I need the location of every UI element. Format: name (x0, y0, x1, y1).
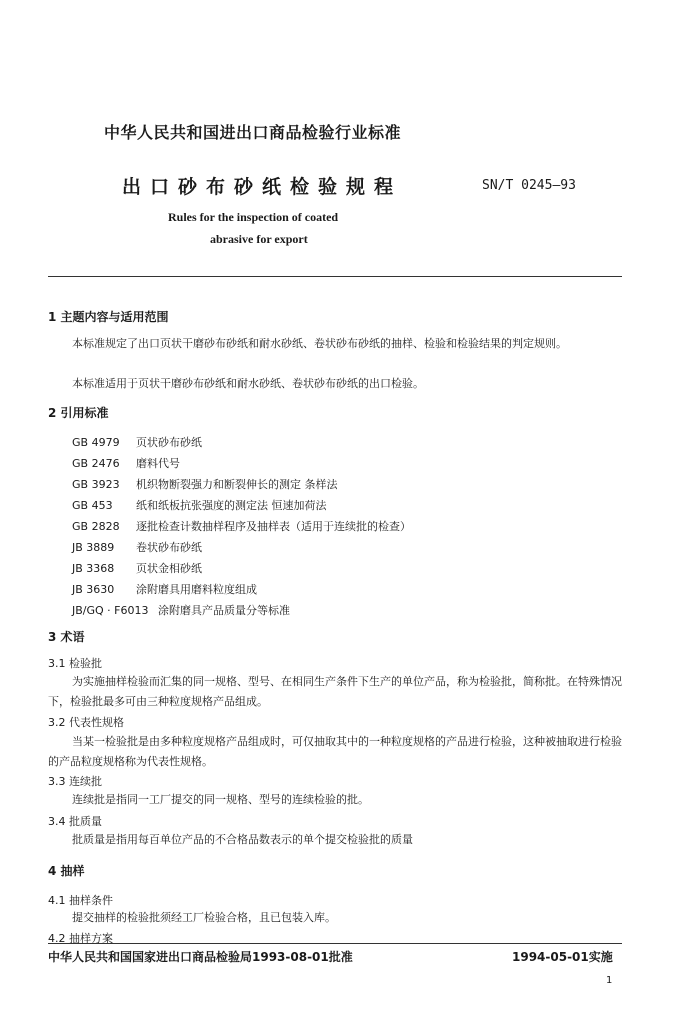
reference-item: GB 453 纸和纸板抗张强度的测定法 恒速加荷法 (72, 499, 327, 512)
section-3-heading: 3 术语 (48, 630, 85, 644)
section-1-paragraph-1: 本标准规定了出口页状干磨砂布砂纸和耐水砂纸、卷状砂布砂纸的抽样、检验和检验结果的判定规则。 (72, 337, 567, 350)
reference-item: JB 3630 涂附磨具用磨料粒度组成 (72, 583, 257, 596)
reference-item: GB 4979 页状砂布砂纸 (72, 436, 202, 449)
reference-item: GB 3923 机织物断裂强力和断裂伸长的测定 条样法 (72, 478, 338, 491)
section-1-paragraph-2: 本标准适用于页状干磨砂布砂纸和耐水砂纸、卷状砂布砂纸的出口检验。 (72, 377, 424, 390)
reference-item: GB 2828 逐批检查计数抽样程序及抽样表（适用于连续批的检查） (72, 520, 411, 533)
english-title-line-2: abrasive for export (210, 232, 308, 246)
reference-item: JB 3368 页状金相砂纸 (72, 562, 202, 575)
document-title: 出口砂布砂纸检验规程 (122, 176, 403, 198)
reference-item: GB 2476 磨料代号 (72, 457, 180, 470)
reference-item: JB 3889 卷状砂布砂纸 (72, 541, 202, 554)
subsection-3-3-text: 连续批是指同一工厂提交的同一规格、型号的连续检验的批。 (72, 793, 369, 806)
subsection-3-4-heading: 3.4 批质量 (48, 815, 102, 828)
reference-item: JB/GQ · F6013 涂附磨具产品质量分等标准 (72, 604, 290, 617)
standard-number: SN/T 0245—93 (482, 178, 576, 193)
implementation-date: 1994-05-01实施 (512, 950, 613, 964)
section-1-heading: 1 主题内容与适用范围 (48, 310, 169, 324)
page-number: 1 (606, 975, 613, 986)
subsection-3-3-heading: 3.3 连续批 (48, 775, 102, 788)
section-4-heading: 4 抽样 (48, 864, 85, 878)
section-2-heading: 2 引用标准 (48, 406, 109, 420)
subsection-3-1-text: 为实施抽样检验而汇集的同一规格、型号、在相同生产条件下生产的单位产品，称为检验批，简称批。在特殊情况下，检验批最多可由三种粒度规格产品组成。 (48, 675, 622, 708)
header-divider (48, 276, 622, 277)
subsection-4-1-heading: 4.1 抽样条件 (48, 894, 113, 907)
approval-line: 中华人民共和国国家进出口商品检验局1993-08-01批准 (48, 950, 353, 964)
subsection-3-2-text: 当某一检验批是由多种粒度规格产品组成时，可仅抽取其中的一种粒度规格的产品进行检验，这种被抽取进行检验的产品粒度规格称为代表性规格。 (48, 735, 622, 768)
subsection-3-4-text: 批质量是指用每百单位产品的不合格品数表示的单个提交检验批的质量 (72, 833, 413, 846)
subsection-4-1-text: 提交抽样的检验批须经工厂检验合格，且已包装入库。 (72, 911, 336, 924)
english-title-line-1: Rules for the inspection of coated (168, 210, 339, 224)
subsection-4-2-heading: 4.2 抽样方案 (48, 932, 113, 945)
subsection-3-1-heading: 3.1 检验批 (48, 657, 102, 670)
subsection-3-2-heading: 3.2 代表性规格 (48, 716, 124, 729)
footer-divider (48, 943, 622, 944)
issuing-organization: 中华人民共和国进出口商品检验行业标准 (104, 123, 402, 142)
